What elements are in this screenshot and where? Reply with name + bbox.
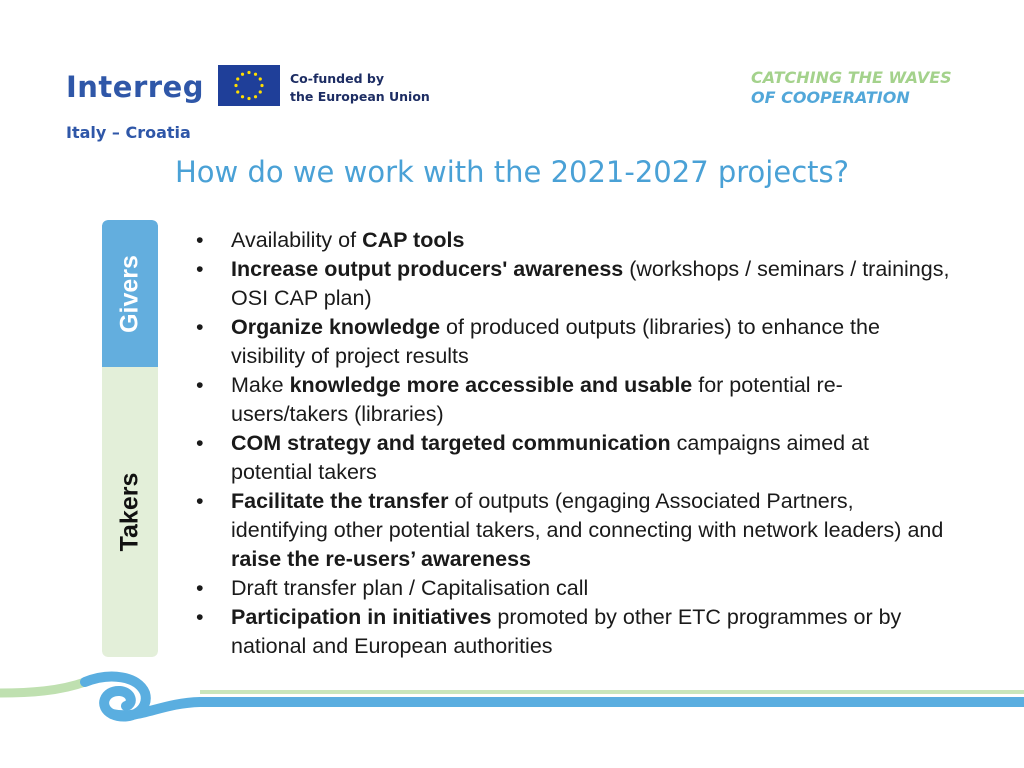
eu-star [259, 90, 262, 93]
bullet-item [196, 226, 956, 255]
bullet-marker: • [196, 605, 204, 629]
eu-line-2: the European Union [290, 89, 430, 104]
bullet-text: for potential re-users/takers (libraries) [231, 373, 843, 426]
bullet-bold-text: COM strategy and targeted communication [231, 431, 671, 455]
bullet-text: Draft transfer plan / Capitalisation call [231, 576, 589, 600]
bullet-bold-text: Increase output producers' awareness [231, 257, 624, 281]
eu-star [236, 77, 239, 80]
bullet-marker: • [196, 315, 204, 339]
logo-region: Italy – Croatia [66, 123, 191, 142]
wave-icon [0, 660, 1024, 750]
bullet-text: of outputs (engaging Associated Partners, identifying other potential takers, and connecting with network leaders) and [231, 489, 944, 542]
bullet-text: (workshops / seminars / trainings, OSI CAP plan) [231, 257, 950, 310]
tagline-line-1: CATCHING THE WAVES [751, 68, 952, 87]
takers-segment [102, 367, 158, 657]
bullet-item [196, 313, 956, 371]
bullet-text: promoted by other ETC programmes or by national and European authorities [231, 605, 902, 658]
bullet-item [196, 603, 956, 661]
bullet-list [196, 226, 956, 661]
bullet-item [196, 574, 956, 603]
eu-star [259, 77, 262, 80]
bullet-text: of produced outputs (libraries) to enhance the visibility of project results [231, 315, 880, 368]
bullet-marker: • [196, 431, 204, 455]
givers-label: Givers [115, 254, 144, 333]
bullet-text: campaigns aimed at potential takers [231, 431, 870, 484]
bullet-text: Availability of [231, 228, 363, 252]
eu-star [247, 71, 250, 74]
eu-star [234, 84, 237, 87]
bullet-bold-text: CAP tools [362, 228, 465, 252]
bullet-bold-text: Organize knowledge [231, 315, 441, 339]
bullet-text: Make [231, 373, 290, 397]
bullet-item [196, 255, 956, 313]
logo-name: Interreg [66, 70, 204, 104]
bullet-bold-text: Participation in initiatives [231, 605, 492, 629]
bullet-bold-text: knowledge more accessible and usable [289, 373, 693, 397]
bullet-marker: • [196, 489, 204, 513]
eu-star [236, 90, 239, 93]
bullet-marker: • [196, 228, 204, 252]
eu-star [254, 73, 257, 76]
bullet-marker: • [196, 373, 204, 397]
bullet-marker: • [196, 257, 204, 281]
eu-star [247, 97, 250, 100]
eu-star [260, 84, 263, 87]
bullet-item [196, 429, 956, 487]
eu-star [241, 95, 244, 98]
bullet-bold-text: Facilitate the transfer [231, 489, 449, 513]
page-title: How do we work with the 2021-2027 projects? [174, 155, 850, 189]
bullet-marker: • [196, 576, 204, 600]
eu-star [254, 95, 257, 98]
bullet-item [196, 487, 956, 574]
bullet-item [196, 371, 956, 429]
givers-takers-bar [102, 220, 158, 657]
eu-cofunded-text [290, 70, 430, 106]
takers-label: Takers [115, 472, 144, 552]
givers-segment [102, 220, 158, 367]
eu-star [241, 73, 244, 76]
bullet-bold-text: raise the re-users’ awareness [231, 547, 531, 571]
eu-line-1: Co-funded by [290, 71, 385, 86]
eu-flag-icon [218, 65, 280, 106]
tagline [751, 68, 952, 108]
tagline-line-2: OF COOPERATION [751, 88, 910, 107]
